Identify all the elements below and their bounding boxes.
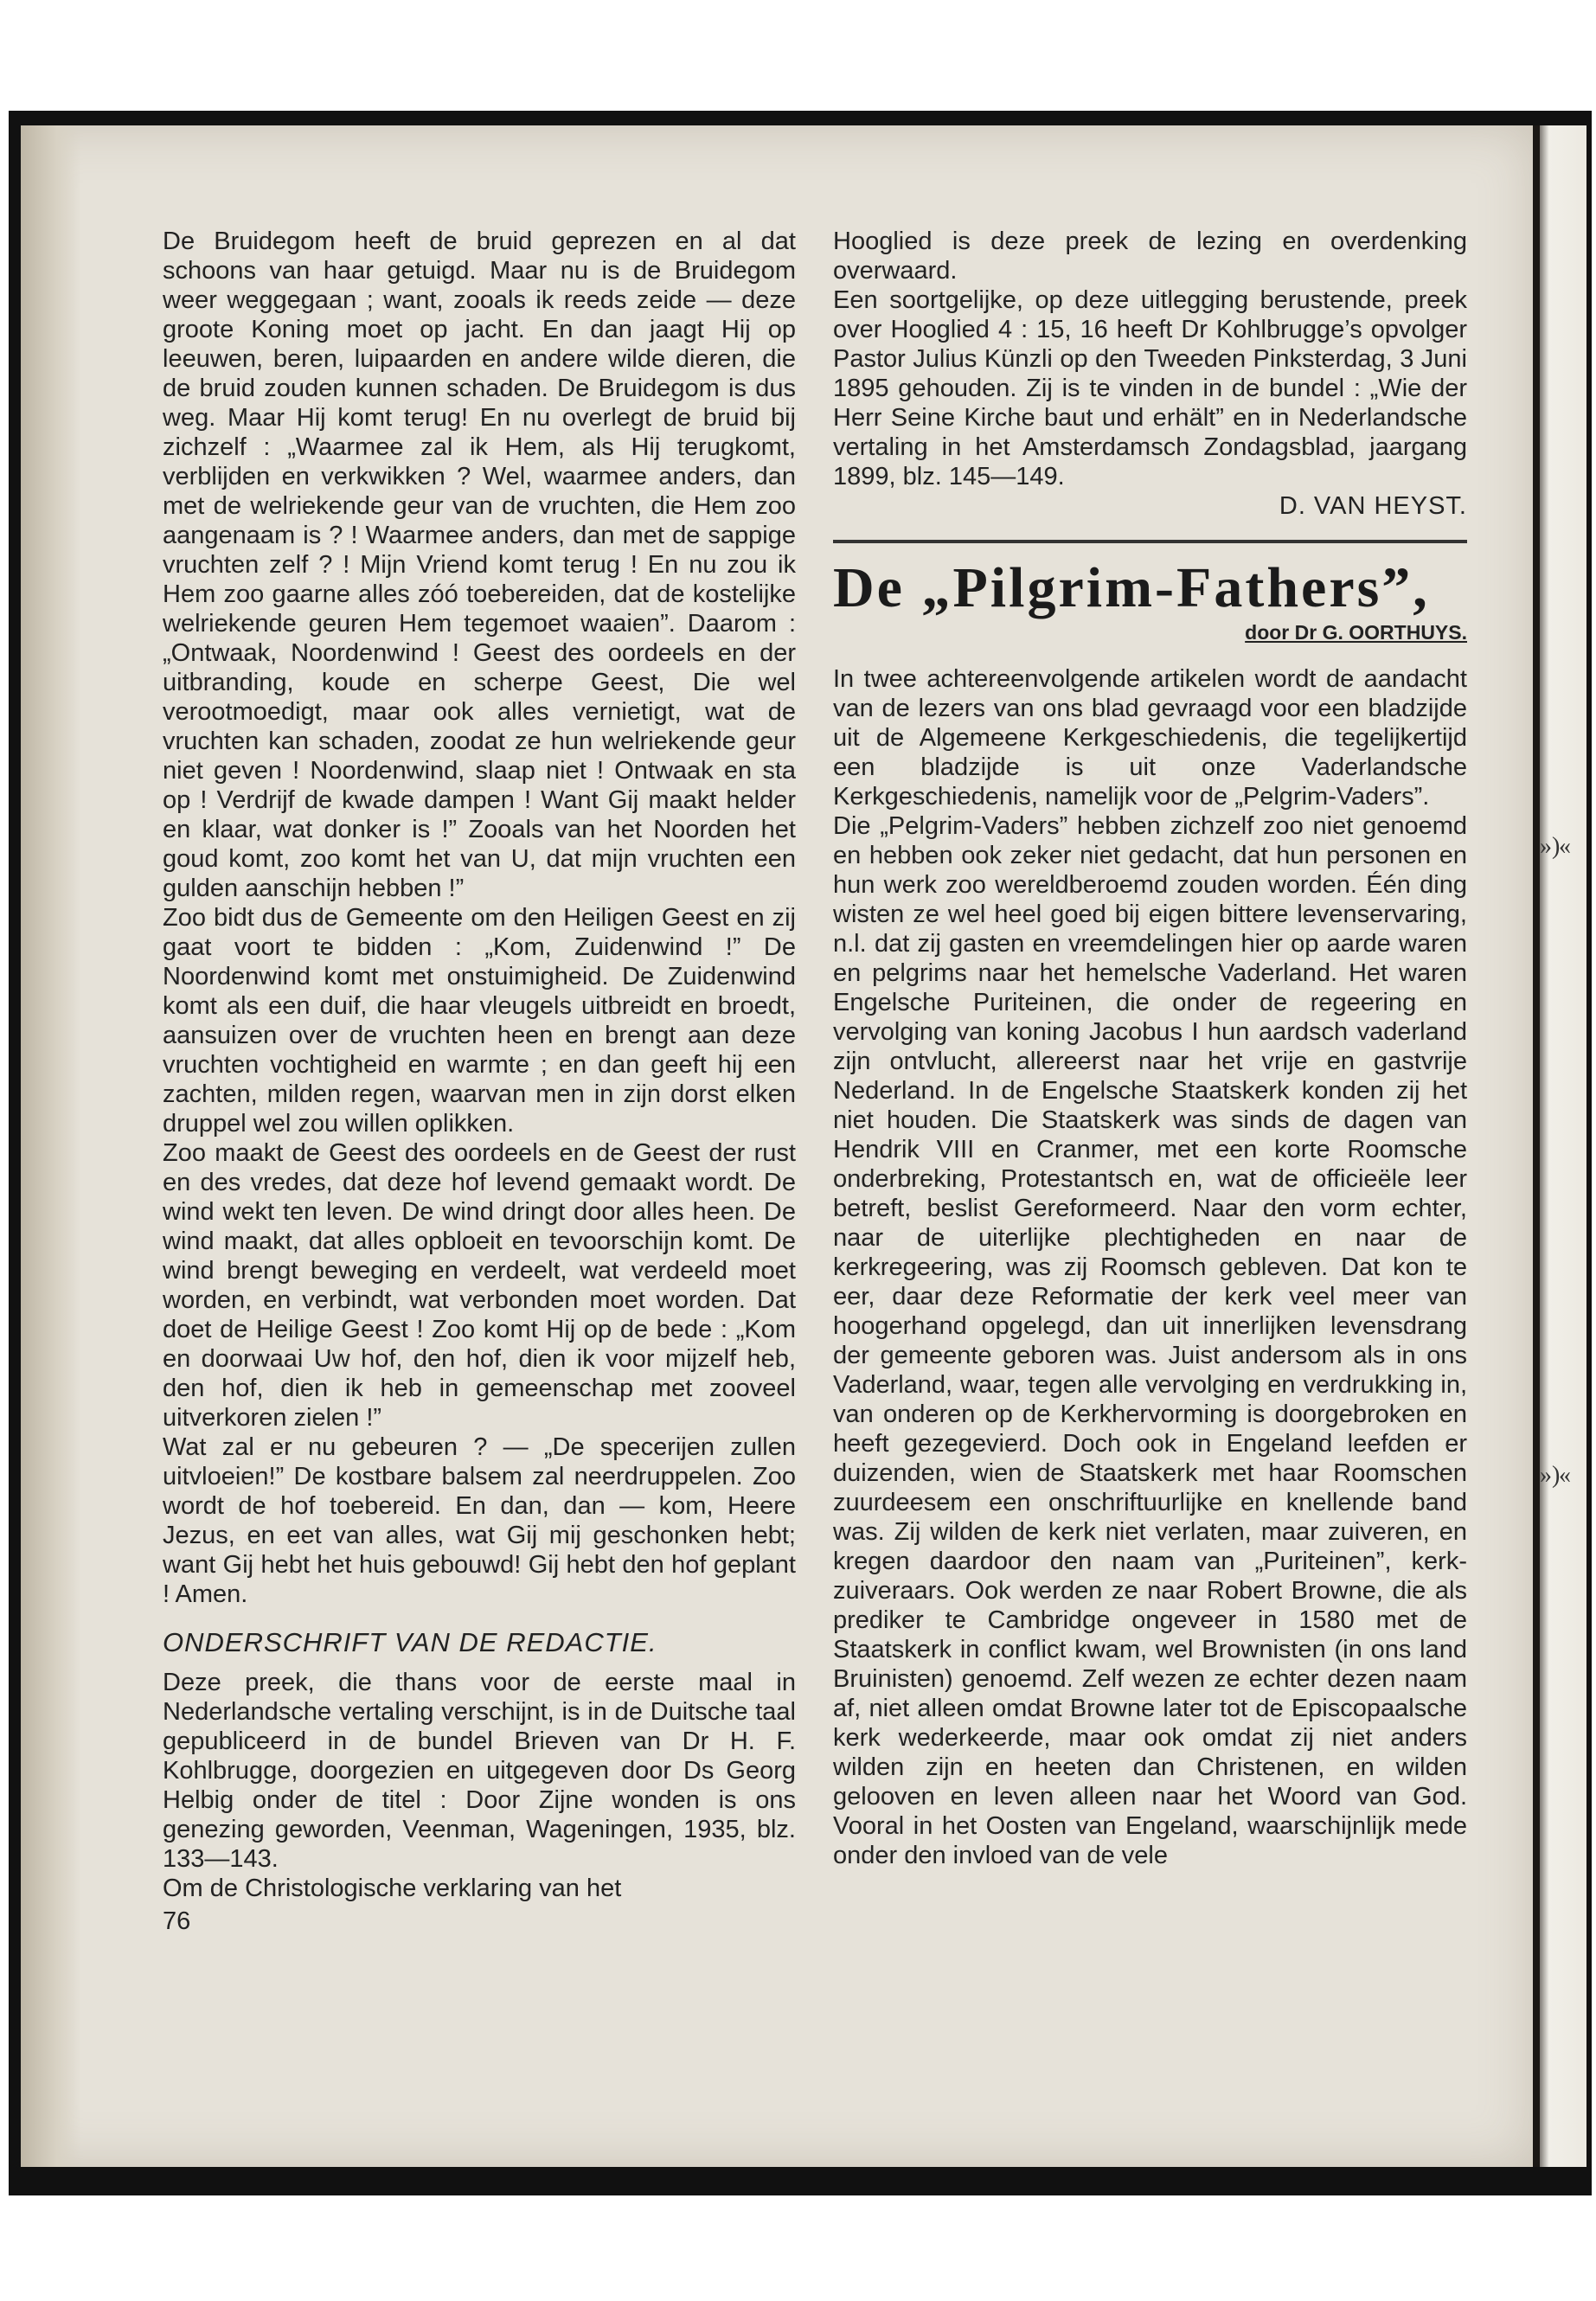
editorial-paragraph: Deze preek, die thans voor de eerste maal in Nederlandsche vertaling verschijnt, is in de Duitsche taal gepubliceerd in de bundel Brieven van Dr H. F. Kohlbrugge, doorgezien en uitgegeven door Ds Georg Helbig onder de titel : Door Zijne wonden is ons genezing geworden, Veenman, Wageningen, 1935, blz. 133—143. [163,1669,796,1873]
gutter-shadow [1533,125,1540,2167]
editorial-heading: ONDERSCHRIFT VAN DE REDACTIE. [163,1627,657,1657]
page-number: 76 [163,1907,191,1935]
facing-page-edge [1533,125,1586,2167]
left-column [163,227,796,1936]
facing-page-fragment: « [1559,833,1571,860]
right-column [833,227,1467,1870]
article-paragraph: In twee achtereenvolgende artikelen wordt de aandacht van de lezers van ons blad gevraagd voor een bladzijde uit de Algemeene Kerkgeschiedenis, die tegelijkertijd een bladzijde is uit onze Vaderlandsche Kerkgeschiedenis, namelijk voor de „Pelgrim-Vaders”. [833,665,1467,811]
sermon-paragraph: Zoo bidt dus de Gemeente om den Heiligen Geest en zij gaat voort te bidden : „Kom, Zuidenwind !” De Noordenwind komt met onstuimigheid. De Zuidenwind komt als een duif, die haar vleugels uitbreidt en broedt, aansuizen over de vruchten heen en brengt aan deze vruchten vochtigheid en warmte ; en dan geeft hij een zachten, milden regen, waarvan men in zijn dorst elken druppel wel zou willen oplikken. [163,904,796,1138]
editorial-continued: Om de Christologische verklaring van het [163,1875,622,1902]
page-stack-edge [21,125,81,2167]
note-paragraph: Een soortgelijke, op deze uitlegging berustende, preek over Hooglied 4 : 15, 16 heeft Dr Kohlbrugge’s opvolger Pastor Julius Künzli op den Tweeden Pinksterdag, 3 Juni 1895 gehouden. Zij is te vinden in de bundel : „Wie der Herr Seine Kirche baut und erhält” en in Nederlandsche vertaling in het Amsterdamsch Zondagsblad, jaargang 1899, blz. 145—149. [833,286,1467,490]
facing-page-fragment: « [1559,1462,1571,1489]
article-byline: door Dr G. OORTHUYS. [1245,621,1467,644]
sermon-paragraph: De Bruidegom heeft de bruid geprezen en al dat schoons van haar getuigd. Maar nu is de Bruidegom weer weggegaan ; want, zooals ik reeds zeide — deze groote Koning moet op jacht. En dan jaagt Hij op leeuwen, beren, luipaarden en andere wilde dieren, die de bruid zouden kunnen schaden. De Bruidegom is dus weg. Maar Hij komt terug! En nu overlegt de bruid bij zichzelf : „Waarmee zal ik Hem, als Hij terugkomt, verblijden en verkwikken ? Wel, waarmee anders, dan met de welriekende geur van de vruchten, die Hem zoo aangenaam is ? ! Waarmee anders, dan met de sappige vruchten zelf ? ! Mijn Vriend komt terug ! En nu zou ik Hem zoo gaarne alles zóó toebereiden, dat de kostelijke welriekende geuren Hem tegemoet waaien”. Daarom : „Ontwaak, Noordenwind ! Geest des oordeels en der uitbranding, koude en scherpe Geest, Die wel verootmoedigt, maar ook alles vernietigt, wat de vruchten kan schaden, zoodat ze hun welriekende geur niet geven ! Noordenwind, slaap niet ! Ontwaak en sta op ! Verdrijf de kwade dampen ! Want Gij maakt helder en klaar, wat donker is !” Zooals van het Noorden het goud komt, zoo komt het van U, dat mijn vruchten een gulden aanschijn hebben !” [163,228,796,902]
article-paragraph: Die „Pelgrim-Vaders” hebben zichzelf zoo niet genoemd en hebben ook zeker niet gedacht, dat hun personen en hun werk zoo wereldberoemd zouden worden. Één ding wisten ze wel heel goed bij eigen bittere levenservaring, n.l. dat zij gasten en vreemdelingen hier op aarde waren en pelgrims naar het hemelsche Vaderland. Het waren Engelsche Puriteinen, die onder de regeering en vervolging van koning Jacobus I hun aardsch vaderland zijn ontvlucht, allereerst naar het vrije en gastvrije Nederland. In de Engelsche Staatskerk konden zij het niet houden. Die Staatskerk was sinds de dagen van Hendrik VIII en Cranmer, met een korte Roomsche onderbreking, Protestantsch en, wat de officieële leer betreft, beslist Gereformeerd. Naar den vorm echter, naar de uiterlijke plechtigheden en naar de kerkregeering, was zij Roomsch gebleven. Dat kon te eer, daar deze Reformatie der kerk veel meer van hoogerhand opgelegd, dan uit innerlijken levensdrang der gemeente geboren was. Juist andersom als in ons Vaderland, waar, tegen alle vervolging en verdrukking in, van onderen op de Kerkhervorming is doorgebroken en heeft gezegevierd. Doch ook in Engeland leefden er duizenden, wien de Staatskerk met haar Roomschen zuurdeesem een onschriftuurlijke en knellende band was. Zij wilden de kerk niet verlaten, maar zuiveren, en kregen daardoor den naam van „Puriteinen”, kerk-zuiveraars. Ook werden ze naar Robert Browne, die als prediker te Cambridge ongeveer in 1580 met de Staatskerk in conflict kwam, wel Brownisten (in ons land Bruinisten) genoemd. Zelf wezen ze echter dezen naam af, niet alleen omdat Browne later tot de Episcopaalsche kerk wederkeerde, maar ook omdat zij niet anders wilden zijn en heeten dan Christenen, en wilden gelooven en leven alleen naar het Woord van God. Vooral in het Oosten van Engeland, waarschijnlijk mede onder den invloed van de vele [833,812,1467,1869]
section-divider [833,540,1467,543]
author-signature: D. VAN HEYST. [1279,492,1467,520]
article-title: De „Pilgrim-Fathers”, [833,556,1430,619]
facing-page-fragment: ») [1540,833,1561,860]
sermon-paragraph: Wat zal er nu gebeuren ? — „De specerijen zullen uitvloeien!” De kostbare balsem zal neerdruppelen. Zoo wordt de hof toebereid. En dan, dan — kom, Heere Jezus, en eet van alles, wat Gij mij geschonken hebt; want Gij hebt het huis gebouwd! Gij hebt den hof geplant ! Amen. [163,1433,796,1608]
facing-page-fragment: ») [1540,1462,1561,1489]
continuation-paragraph: Hooglied is deze preek de lezing en overdenking overwaard. [833,228,1467,285]
sermon-paragraph: Zoo maakt de Geest des oordeels en de Geest der rust en des vredes, dat deze hof levend gemaakt wordt. De wind wekt ten leven. De wind dringt door alles heen. De wind maakt, dat alles opbloeit en tevoorschijn komt. De wind brengt beweging en verdeelt, wat verdeeld moet worden, en verbindt, wat verbonden moet worden. Dat doet de Heilige Geest ! Zoo komt Hij op de bede : „Kom en doorwaai Uw hof, den hof, dien ik voor mijzelf heb, den hof, dien ik heb in gemeenschap met zooveel uitverkoren zielen !” [163,1139,796,1432]
